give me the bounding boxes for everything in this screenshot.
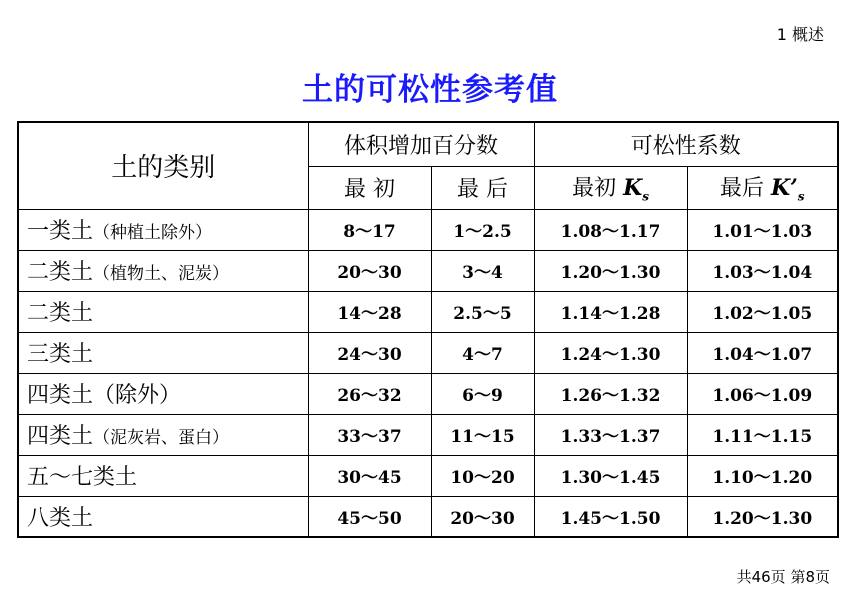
ks-initial-cell: 1.33～1.37 <box>534 414 687 455</box>
volume-final-cell: 1～2.5 <box>431 209 534 250</box>
soil-class-cell <box>18 209 308 250</box>
volume-final-cell: 20～30 <box>431 496 534 537</box>
table-row <box>18 455 838 496</box>
volume-final-cell: 11～15 <box>431 414 534 455</box>
soil-class-cell <box>18 455 308 496</box>
ks-initial-cell: 1.24～1.30 <box>534 332 687 373</box>
header-volume-increase: 体积增加百分数 <box>308 122 534 166</box>
soil-class-note: （种植土除外） <box>93 223 213 243</box>
volume-final-cell: 6～9 <box>431 373 534 414</box>
volume-final-cell: 10～20 <box>431 455 534 496</box>
volume-final-cell: 2.5～5 <box>431 291 534 332</box>
header-initial: 最 初 <box>308 166 431 209</box>
table-row <box>18 496 838 537</box>
soil-class-note: （植物土、泥炭） <box>93 264 230 284</box>
ks-final-cell: 1.10～1.20 <box>687 455 838 496</box>
table-row <box>18 250 838 291</box>
soil-class-cell <box>18 291 308 332</box>
page-footer: 共46页 第8页 <box>736 568 830 586</box>
soil-class-cell <box>18 414 308 455</box>
volume-initial-cell: 14～28 <box>308 291 431 332</box>
header-initial-ks <box>534 166 687 209</box>
looseness-table <box>17 121 839 538</box>
soil-class-name: 三类土 <box>27 342 94 367</box>
page-title: 土的可松性参考值 <box>302 72 558 108</box>
header-final: 最 后 <box>431 166 534 209</box>
soil-class-cell <box>18 373 308 414</box>
header-soil-class: 土的类别 <box>18 122 308 209</box>
ks-final-cell: 1.03～1.04 <box>687 250 838 291</box>
chapter-label: 1 概述 <box>776 25 824 44</box>
table-row <box>18 291 838 332</box>
table-row <box>18 209 838 250</box>
soil-class-name: 二类土 <box>27 301 94 326</box>
soil-class-cell <box>18 332 308 373</box>
soil-class-cell <box>18 496 308 537</box>
table-row <box>18 332 838 373</box>
ks-final-cell: 1.11～1.15 <box>687 414 838 455</box>
ks-initial-cell: 1.30～1.45 <box>534 455 687 496</box>
ks-symbol: $K_s$ <box>623 175 649 204</box>
header-final-ks-label: 最后 <box>719 176 764 202</box>
volume-initial-cell: 30～45 <box>308 455 431 496</box>
soil-class-name: 八类土 <box>27 505 94 531</box>
volume-initial-cell: 26～32 <box>308 373 431 414</box>
volume-initial-cell: 8～17 <box>308 209 431 250</box>
ks-initial-cell: 1.14～1.28 <box>534 291 687 332</box>
ks-initial-cell: 1.08～1.17 <box>534 209 687 250</box>
ks-final-cell: 1.02～1.05 <box>687 291 838 332</box>
volume-initial-cell: 20～30 <box>308 250 431 291</box>
volume-initial-cell: 45～50 <box>308 496 431 537</box>
ks-final-cell: 1.01～1.03 <box>687 209 838 250</box>
header-looseness-coef: 可松性系数 <box>534 122 838 166</box>
soil-class-name: 二类土 <box>27 260 94 285</box>
soil-class-note: （泥灰岩、蛋白） <box>93 428 230 448</box>
soil-class-name: 四类土（除外） <box>27 383 182 408</box>
table-row <box>18 414 838 455</box>
soil-class-name: 五～七类土 <box>27 465 138 490</box>
ks-initial-cell: 1.20～1.30 <box>534 250 687 291</box>
ks-final-cell: 1.20～1.30 <box>687 496 838 537</box>
volume-final-cell: 3～4 <box>431 250 534 291</box>
header-final-ks <box>687 166 838 209</box>
ks-initial-cell: 1.45～1.50 <box>534 496 687 537</box>
header-initial-ks-label: 最初 <box>572 176 617 202</box>
soil-class-name: 四类土 <box>27 424 94 449</box>
ks-final-cell: 1.06～1.09 <box>687 373 838 414</box>
ks-final-cell: 1.04～1.07 <box>687 332 838 373</box>
soil-class-name: 一类土 <box>27 219 94 244</box>
ks-initial-cell: 1.26～1.32 <box>534 373 687 414</box>
volume-initial-cell: 33～37 <box>308 414 431 455</box>
table-row <box>18 373 838 414</box>
volume-final-cell: 4～7 <box>431 332 534 373</box>
volume-initial-cell: 24～30 <box>308 332 431 373</box>
soil-class-cell <box>18 250 308 291</box>
ks-prime-symbol: $K’_s$ <box>771 175 805 204</box>
